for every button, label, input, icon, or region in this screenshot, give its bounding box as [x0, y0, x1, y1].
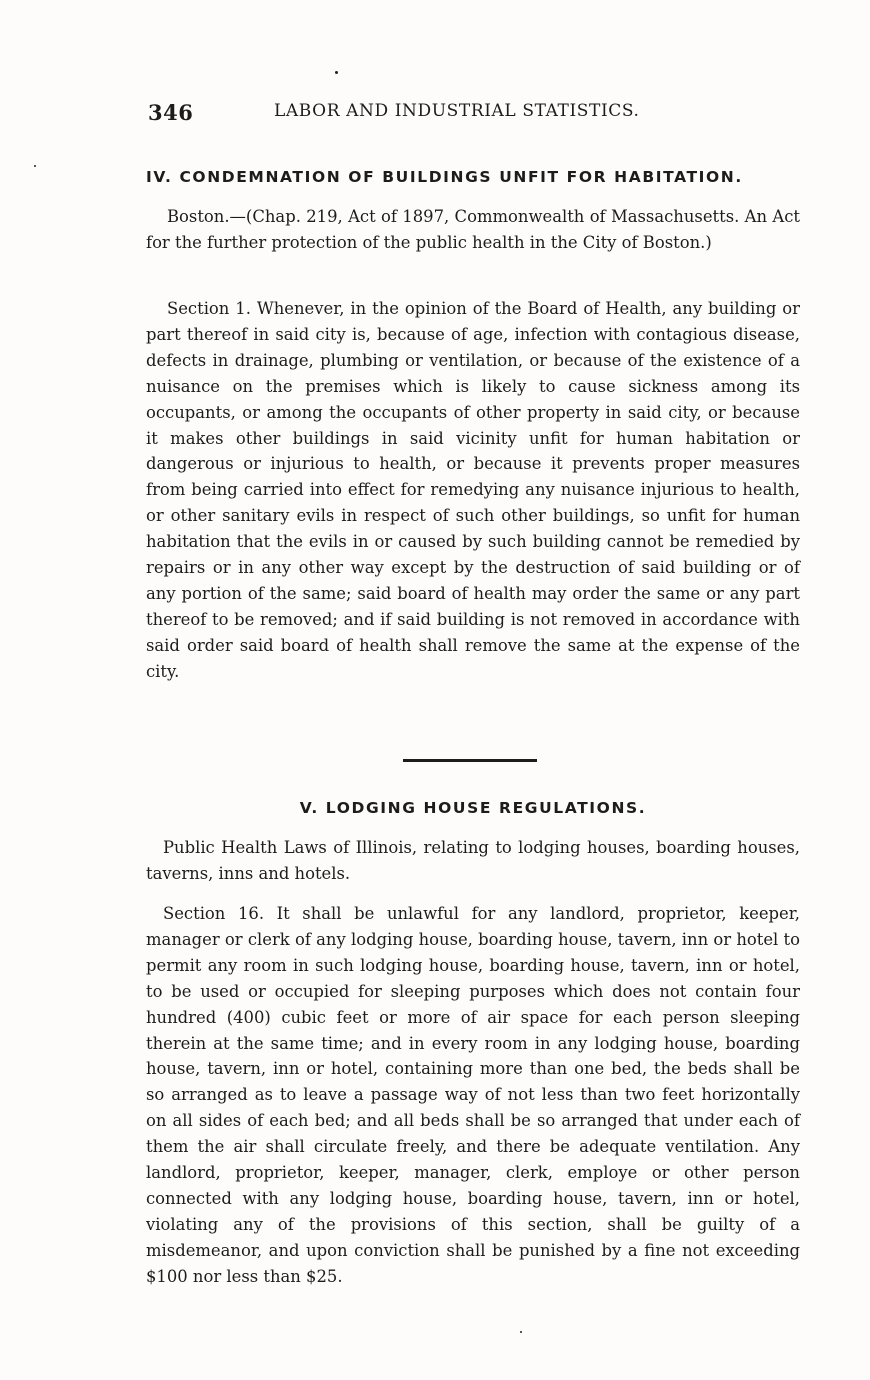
- section-v-body: Section 16. It shall be unlawful for any landlord, proprietor, keeper, manager or clerk of any lodging house, boarding house, tavern, inn or hotel to permit any room in such lodging house, boarding house, tavern, inn or hotel, to be used or occupied for sleeping purposes which does not contain four hundred (400) cubic feet or more of air space for each person sleeping therein at the same time; and in every room in any lodging house, boarding house, tavern, inn or hotel, containing more than one bed, the beds shall be so arranged as to leave a passage way of not less than two feet horizontally on all sides of each bed; and all beds shall be so arranged that under each of them the air shall circulate freely, and there be adequate ventilation. Any landlord, proprietor, keeper, manager, clerk, employe or other person connected with any lodging house, boarding house, tavern, inn or hotel, violating any of the provisions of this section, shall be guilty of a misdemeanor, and upon conviction shall be punished by a fine not exceeding $100 nor less than $25.: [146, 904, 800, 1286]
- ink-speck: [34, 165, 36, 167]
- section-v-heading: V. LODGING HOUSE REGULATIONS.: [299, 799, 647, 817]
- ink-speck: [520, 1331, 522, 1333]
- section-iv-heading: IV. CONDEMNATION OF BUILDINGS UNFIT FOR HABITATION.: [146, 168, 743, 186]
- section-iv-intro: Boston.—(Chap. 219, Act of 1897, Commonwealth of Massachusetts. An Act for the further protection of the public health in the City of Boston.): [146, 207, 800, 252]
- section-v-intro: Public Health Laws of Illinois, relating to lodging houses, boarding houses, taverns, inns and hotels.: [146, 838, 800, 883]
- page-header: [146, 100, 800, 128]
- section-iv-body: Section 1. Whenever, in the opinion of the Board of Health, any building or part thereof in said city is, because of age, infection with contagious disease, defects in drainage, plumbing or ventilation, or because of the existence of a nuisance on the premises which is likely to cause sickness among its occupants, or among the occupants of other property in said city, or because it makes other buildings in said vicinity unfit for human habitation or dangerous or injurious to health, or because it prevents proper measures from being carried into effect for remedying any nuisance injurious to health, or other sanitary evils in respect of such other buildings, so unfit for human habitation that the evils in or caused by such building cannot be remedied by repairs or in any other way except by the destruction of said building or of any portion of the same; said board of health may order the same or any part thereof to be removed; and if said building is not removed in accordance with said order said board of health shall remove the same at the expense of the city.: [146, 299, 800, 681]
- ink-speck: [335, 71, 338, 74]
- section-divider: [403, 759, 537, 762]
- page-number: 346: [148, 100, 194, 125]
- running-head: LABOR AND INDUSTRIAL STATISTICS.: [274, 101, 640, 121]
